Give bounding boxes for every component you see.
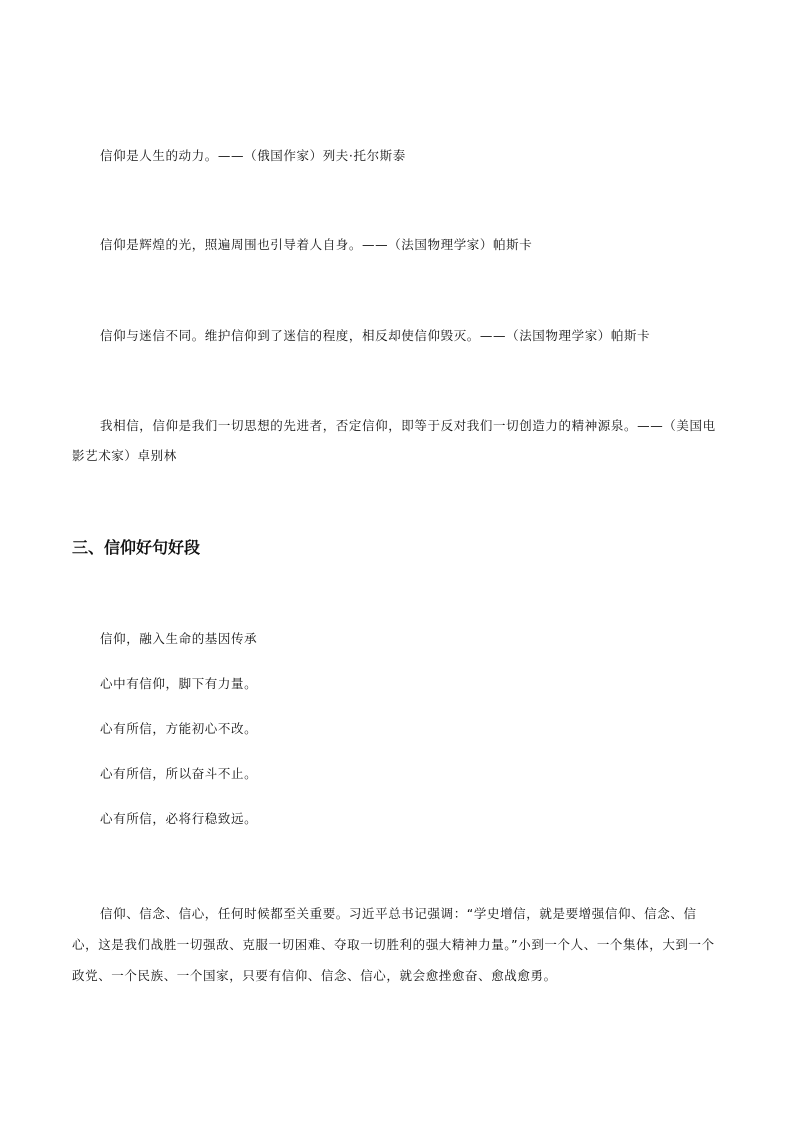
list-item: 心有所信，必将行稳致远。 [100,811,258,826]
list-item: 信仰，融入生命的基因传承 [100,631,258,646]
quote-pascal-superstition: 信仰与迷信不同。维护信仰到了迷信的程度，相反却使信仰毁灭。——（法国物理学家）帕斯卡 [100,328,651,343]
section-heading: 三、信仰好句好段 [72,538,201,557]
quote-chaplin: 我相信，信仰是我们一切思想的先进者，否定信仰，即等于反对我们一切创造力的精神源泉。——（美国电影艺术家）卓别林 [72,418,716,463]
quote-pascal-light: 信仰是辉煌的光，照遍周围也引导着人自身。——（法国物理学家）帕斯卡 [100,237,533,252]
list-item: 心有所信，方能初心不改。 [100,721,258,736]
list-item: 心中有信仰，脚下有力量。 [100,676,258,691]
quote-tolstoy: 信仰是人生的动力。——（俄国作家）列夫·托尔斯泰 [100,148,406,163]
body-paragraph: 信仰、信念、信心，任何时候都至关重要。习近平总书记强调：“学史增信，就是要增强信仰、信念、信心，这是我们战胜一切强敌、克服一切困难、夺取一切胜利的强大精神力量。”小到一个人、一个集体，大到一个政党、一个民族、一个国家，只要有信仰、信念、信心，就会愈挫愈奋、愈战愈勇。 [72,906,715,983]
list-item: 心有所信，所以奋斗不止。 [100,766,258,781]
